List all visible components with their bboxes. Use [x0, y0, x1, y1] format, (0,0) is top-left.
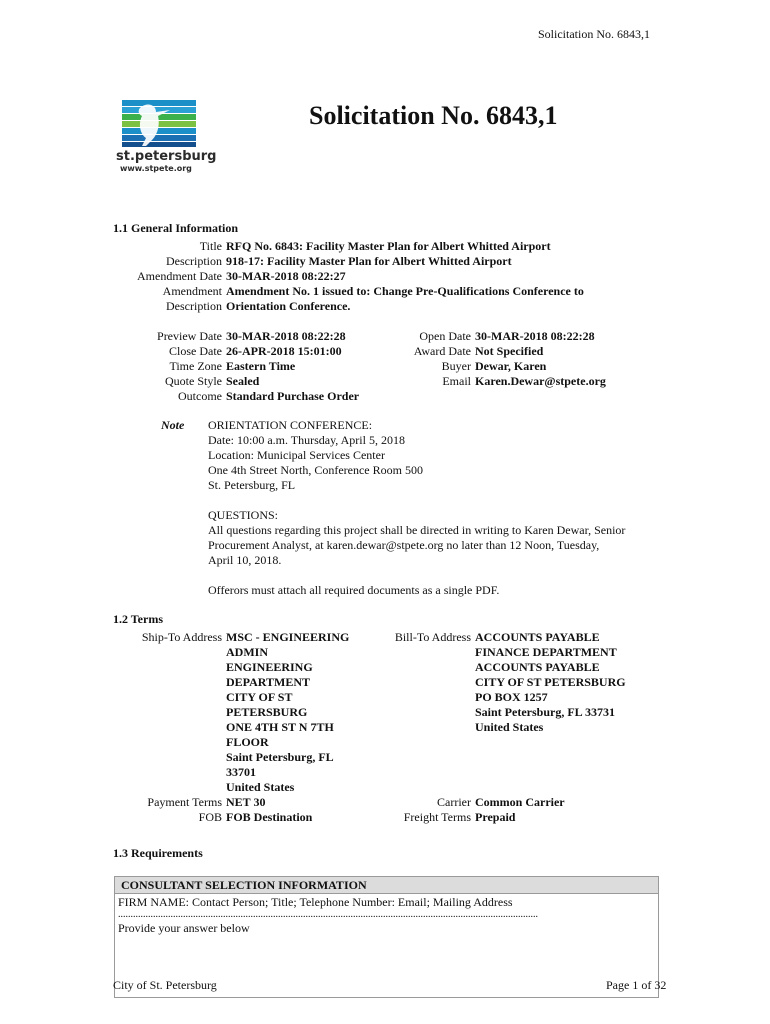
award-date-value: Not Specified	[475, 344, 544, 358]
payment-terms-label: Payment Terms	[147, 795, 222, 809]
st-petersburg-logo	[112, 100, 217, 178]
carrier-value: Common Carrier	[475, 795, 565, 809]
general-info-heading: 1.1 General Information	[113, 221, 238, 235]
note-line: One 4th Street North, Conference Room 500	[208, 463, 423, 477]
email-value[interactable]: Karen.Dewar@stpete.org	[475, 374, 606, 388]
carrier-label: Carrier	[437, 795, 471, 809]
email-label: Email	[442, 374, 471, 388]
payment-terms-row	[113, 795, 265, 810]
ship-to-row	[113, 630, 376, 795]
description-row	[113, 254, 512, 269]
open-date-value: 30-MAR-2018 08:22:28	[475, 329, 595, 343]
carrier-row	[380, 795, 565, 810]
buyer-row	[380, 359, 546, 374]
open-date-label: Open Date	[419, 329, 471, 343]
note-line: Procurement Analyst, at karen.dewar@stpete.org no later than 12 Noon, Tuesday,	[208, 538, 600, 552]
footer-left: City of St. Petersburg	[113, 978, 217, 992]
buyer-label: Buyer	[441, 359, 471, 373]
note-line: Location: Municipal Services Center	[208, 448, 385, 462]
amendment-description-value-2: Orientation Conference.	[226, 299, 351, 313]
preview-date-row	[113, 329, 346, 344]
quote-style-label: Quote Style	[165, 374, 222, 388]
preview-date-value: 30-MAR-2018 08:22:28	[226, 329, 346, 343]
amendment-date-row	[113, 269, 346, 284]
pelican-logo-icon	[112, 100, 217, 178]
description-label: Description	[166, 254, 222, 268]
note-line: April 10, 2018.	[208, 553, 282, 567]
freight-terms-label: Freight Terms	[403, 810, 471, 824]
amendment-description-value-1: Amendment No. 1 issued to: Change Pre-Qualifications Conference to	[226, 284, 584, 298]
close-date-label: Close Date	[169, 344, 222, 358]
bill-to-label: Bill-To Address	[394, 630, 471, 644]
outcome-label: Outcome	[178, 389, 222, 403]
outcome-row	[113, 389, 359, 404]
time-zone-value: Eastern Time	[226, 359, 296, 373]
title-value: RFQ No. 6843: Facility Master Plan for Albert Whitted Airport	[226, 239, 551, 253]
amendment-description-label-2: Description	[166, 299, 222, 313]
bill-to-value: ACCOUNTS PAYABLE FINANCE DEPARTMENT ACCOUNTS PAYABLE CITY OF ST PETERSBURG PO BOX 1257 Saint Petersburg, FL 33731 United States	[475, 630, 626, 734]
amendment-date-value: 30-MAR-2018 08:22:27	[226, 269, 346, 283]
title-row	[113, 239, 551, 254]
buyer-value: Dewar, Karen	[475, 359, 547, 373]
title-label: Title	[199, 239, 222, 253]
description-value: 918-17: Facility Master Plan for Albert Whitted Airport	[226, 254, 512, 268]
page-number: Page 1 of 32	[606, 978, 667, 992]
fob-row	[113, 810, 312, 825]
open-date-row	[380, 329, 595, 344]
note-line: Date: 10:00 a.m. Thursday, April 5, 2018	[208, 433, 405, 447]
note-label: Note	[161, 418, 185, 432]
note-text	[208, 418, 658, 598]
note-line: QUESTIONS:	[208, 508, 279, 522]
note-line: All questions regarding this project shall be directed in writing to Karen Dewar, Senior	[208, 523, 626, 537]
award-date-row	[380, 344, 543, 359]
time-zone-row	[113, 359, 295, 374]
amendment-description-label-1: Amendment	[162, 284, 222, 298]
firm-name-line: FIRM NAME: Contact Person; Title; Telephone Number: Email; Mailing Address	[118, 895, 513, 909]
payment-terms-value: NET 30	[226, 795, 266, 809]
quote-style-value: Sealed	[226, 374, 260, 388]
amendment-description-row-2	[113, 299, 350, 314]
running-header: Solicitation No. 6843,1	[538, 27, 650, 41]
requirements-heading: 1.3 Requirements	[113, 846, 203, 860]
email-row	[380, 374, 606, 389]
note-line: St. Petersburg, FL	[208, 478, 296, 492]
bill-to-row	[380, 630, 665, 735]
close-date-value: 26-APR-2018 15:01:00	[226, 344, 342, 358]
freight-terms-value: Prepaid	[475, 810, 516, 824]
time-zone-label: Time Zone	[169, 359, 222, 373]
note-line: ORIENTATION CONFERENCE:	[208, 418, 373, 432]
award-date-label: Award Date	[413, 344, 471, 358]
amendment-description-row-1	[113, 284, 584, 299]
fob-label: FOB	[198, 810, 222, 824]
logo-name: st.petersburg	[116, 149, 217, 164]
logo-url: www.stpete.org	[120, 164, 192, 173]
dotted-separator: ........................................................................................................................................................................	[118, 909, 538, 920]
freight-terms-row	[380, 810, 515, 825]
amendment-date-label: Amendment Date	[137, 269, 222, 283]
note-line: Offerors must attach all required documents as a single PDF.	[208, 583, 500, 597]
document-title: Solicitation No. 6843,1	[309, 101, 558, 130]
answer-prompt: Provide your answer below	[118, 921, 250, 935]
close-date-row	[113, 344, 342, 359]
terms-heading: 1.2 Terms	[113, 612, 164, 626]
ship-to-label: Ship-To Address	[141, 630, 222, 644]
requirements-box-title: CONSULTANT SELECTION INFORMATION	[115, 877, 658, 894]
outcome-value: Standard Purchase Order	[226, 389, 360, 403]
preview-date-label: Preview Date	[157, 329, 222, 343]
ship-to-value: MSC - ENGINEERING ADMIN ENGINEERING DEPARTMENT CITY OF ST PETERSBURG ONE 4TH ST N 7TH FLOOR Saint Petersburg, FL 33701 United States	[226, 630, 350, 794]
quote-style-row	[113, 374, 259, 389]
fob-value: FOB Destination	[226, 810, 313, 824]
